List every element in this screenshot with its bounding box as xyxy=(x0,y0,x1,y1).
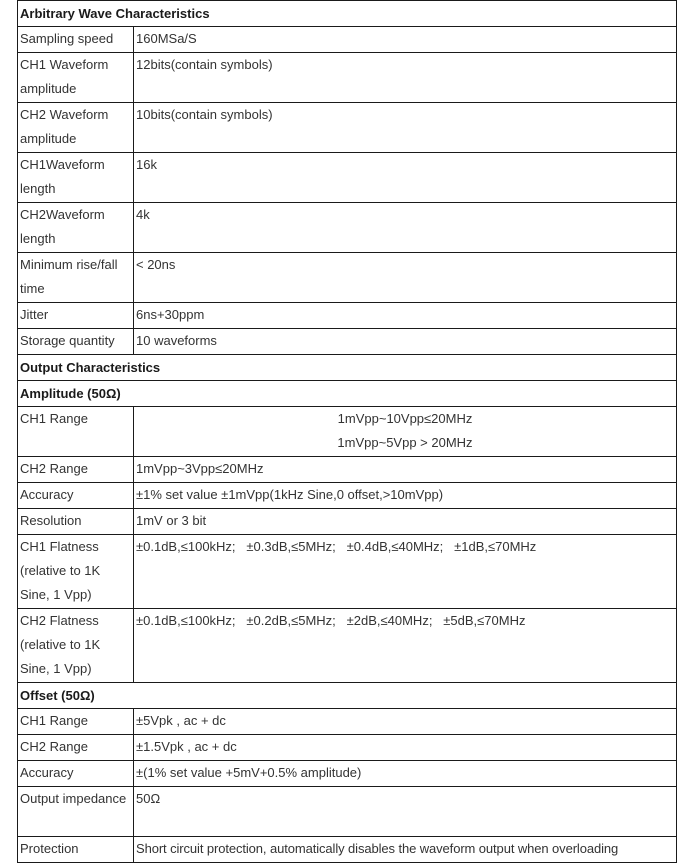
row-value: ±1% set value ±1mVpp(1kHz Sine,0 offset,>10mVpp) xyxy=(134,483,677,509)
row-label: Accuracy xyxy=(18,483,134,509)
row-value: 6ns+30ppm xyxy=(134,303,677,329)
row-label: Storage quantity xyxy=(18,329,134,355)
section-heading-output: Output Characteristics xyxy=(18,355,677,381)
section-heading-amplitude: Amplitude (50Ω) xyxy=(18,381,677,407)
row-value: 1mVpp~3Vpp≤20MHz xyxy=(134,457,677,483)
table-row xyxy=(18,53,677,103)
row-label: CH1 Range xyxy=(18,407,134,457)
table-row xyxy=(18,329,677,355)
row-value: Short circuit protection, automatically disables the waveform output when overloading xyxy=(134,837,677,863)
row-label: CH2Waveform length xyxy=(18,203,134,253)
table-row xyxy=(18,535,677,609)
row-label: Accuracy xyxy=(18,761,134,787)
section-row-arbitrary xyxy=(18,1,677,27)
row-value: < 20ns xyxy=(134,253,677,303)
range-line: 1mVpp~5Vpp > 20MHz xyxy=(337,435,473,450)
spec-table xyxy=(17,0,677,863)
row-label: Output impedance xyxy=(18,787,134,837)
row-value: 10 waveforms xyxy=(134,329,677,355)
row-value: 4k xyxy=(134,203,677,253)
range-line: 1mVpp~10Vpp≤20MHz xyxy=(337,411,473,426)
table-row xyxy=(18,483,677,509)
table-row xyxy=(18,761,677,787)
table-row xyxy=(18,709,677,735)
section-row-amplitude xyxy=(18,381,677,407)
table-row xyxy=(18,609,677,683)
row-label: Sampling speed xyxy=(18,27,134,53)
row-value: ±(1% set value +5mV+0.5% amplitude) xyxy=(134,761,677,787)
section-row-offset xyxy=(18,683,677,709)
row-value: ±1.5Vpk , ac + dc xyxy=(134,735,677,761)
table-row xyxy=(18,303,677,329)
row-label: CH2 Flatness (relative to 1K Sine, 1 Vpp) xyxy=(18,609,134,683)
table-row xyxy=(18,837,677,863)
table-row xyxy=(18,27,677,53)
row-label: CH1 Flatness (relative to 1K Sine, 1 Vpp) xyxy=(18,535,134,609)
row-label: CH2 Range xyxy=(18,735,134,761)
row-value: 10bits(contain symbols) xyxy=(134,103,677,153)
table-row xyxy=(18,787,677,837)
row-value: 16k xyxy=(134,153,677,203)
row-label: CH1 Waveform amplitude xyxy=(18,53,134,103)
row-label: CH2 Waveform amplitude xyxy=(18,103,134,153)
table-row xyxy=(18,253,677,303)
row-value: 12bits(contain symbols) xyxy=(134,53,677,103)
row-value: 50Ω xyxy=(134,787,677,837)
row-value: ±0.1dB,≤100kHz; ±0.2dB,≤5MHz; ±2dB,≤40MHz; ±5dB,≤70MHz xyxy=(134,609,677,683)
row-value: 1mV or 3 bit xyxy=(134,509,677,535)
table-row xyxy=(18,153,677,203)
row-label: CH1Waveform length xyxy=(18,153,134,203)
row-label: Minimum rise/fall time xyxy=(18,253,134,303)
row-value: 160MSa/S xyxy=(134,27,677,53)
row-label: CH1 Range xyxy=(18,709,134,735)
row-value: ±0.1dB,≤100kHz; ±0.3dB,≤5MHz; ±0.4dB,≤40MHz; ±1dB,≤70MHz xyxy=(134,535,677,609)
table-bottom-rule xyxy=(17,862,676,863)
row-label: Resolution xyxy=(18,509,134,535)
table-row xyxy=(18,103,677,153)
table-row xyxy=(18,407,677,457)
row-label: Jitter xyxy=(18,303,134,329)
row-value: ±5Vpk , ac + dc xyxy=(134,709,677,735)
table-row xyxy=(18,203,677,253)
section-row-output xyxy=(18,355,677,381)
row-label: CH2 Range xyxy=(18,457,134,483)
table-row xyxy=(18,457,677,483)
table-row xyxy=(18,735,677,761)
table-row xyxy=(18,509,677,535)
section-heading-offset: Offset (50Ω) xyxy=(18,683,677,709)
section-heading-arbitrary: Arbitrary Wave Characteristics xyxy=(18,1,677,27)
row-value xyxy=(134,407,677,457)
row-label: Protection xyxy=(18,837,134,863)
